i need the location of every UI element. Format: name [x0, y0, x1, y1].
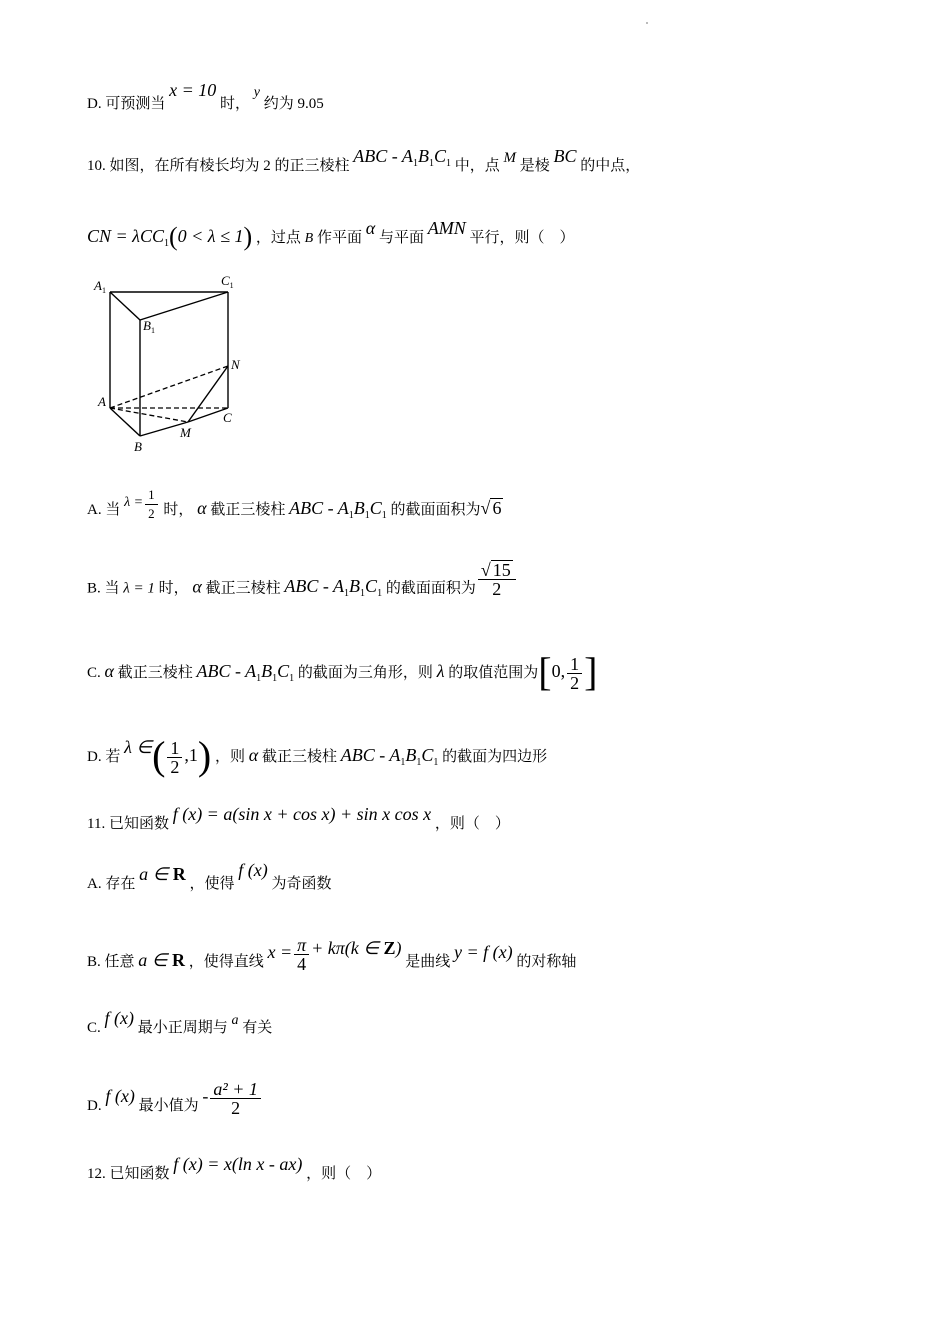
label-c1: $C_1$	[221, 273, 234, 290]
q11d-neg: -	[202, 1085, 209, 1106]
q11b-t3: 的对称轴	[516, 953, 577, 970]
q10-t2: 作平面	[316, 230, 362, 246]
q11a-t2: 为奇函数	[271, 876, 332, 892]
q11d-frac: $\frac{\text{a² + 1}}{2}$	[210, 1080, 261, 1117]
q10c-zero: 0,	[551, 660, 566, 681]
q10d-t1: ，则	[214, 748, 245, 765]
label-a: A	[98, 394, 106, 409]
label-b1: $B_1$	[143, 318, 155, 335]
q10c-t2: 截正三棱柱	[117, 664, 193, 681]
q10a-lambda: λ =	[124, 494, 144, 510]
label-m: M	[180, 425, 191, 440]
q12-function: f (x) = x(ln x - ax)	[173, 1154, 303, 1174]
q10d-t2: 截正三棱柱	[261, 748, 337, 765]
q10b-pre: B. 当	[87, 580, 120, 597]
label-n: N	[231, 357, 240, 372]
q10d-alpha: α	[248, 744, 259, 765]
q10d-lambda: λ ∈	[124, 736, 153, 757]
q10a-t3: 的截面面积为	[390, 501, 481, 518]
q10c-t4: 的取值范围为	[448, 664, 539, 681]
q10a-t1: 时，	[163, 501, 194, 518]
q12-stem	[87, 1154, 382, 1184]
q12-pre: 12. 已知函数	[87, 1166, 170, 1182]
prism-figure	[90, 272, 260, 462]
q10-option-c: C. α 截正三棱柱 ABC - $A_1B_1C_1$ 的截面为三角形，则 λ 的取值范围为[0, $\frac{1}{2}$ ]	[87, 648, 598, 694]
q11b-t1: ，使得直线	[188, 953, 264, 970]
q11-option-b	[87, 935, 577, 981]
q11-post: ，则（ ）	[434, 816, 510, 832]
q11-option-a	[87, 860, 332, 894]
q11d-pre: D.	[87, 1097, 102, 1114]
q11d-fx: f (x)	[105, 1085, 135, 1106]
q10-t3: 与平面	[378, 230, 424, 246]
q10b-frac: $\frac{√ 15}{2}$	[478, 560, 516, 598]
q11-pre: 11. 已知函数	[87, 816, 169, 832]
label-c: C	[223, 410, 232, 425]
q11c-t2: 有关	[242, 1020, 273, 1036]
q11c-a: a	[231, 1013, 239, 1028]
q10-stem-line1	[87, 146, 641, 182]
q11c-pre: C.	[87, 1020, 101, 1036]
q10b-alpha: α	[192, 576, 202, 597]
q10b-t3: 的截面面积为	[385, 580, 476, 597]
q11a-set: a ∈ R	[139, 864, 186, 884]
q11a-fx: f (x)	[238, 860, 268, 880]
q10c-alpha: α	[104, 660, 114, 681]
q9d-prefix: D. 可预测当	[87, 96, 166, 112]
q11a-pre: A. 存在	[87, 876, 136, 892]
q11b-curve: y = f (x)	[454, 941, 513, 962]
q11d-t1: 最小值为	[138, 1097, 199, 1114]
q10d-frac: $\frac{1}{2}$	[167, 739, 182, 776]
q10b-lambda: λ = 1	[123, 580, 155, 597]
q9d-suffix: 约为 9.05	[263, 96, 324, 112]
q10b-t2: 截正三棱柱	[205, 580, 281, 597]
q10-point-m: M	[503, 150, 516, 166]
q10d-one: ,1	[184, 744, 198, 765]
q10-option-d: D. 若 λ ∈( $\frac{1}{2}$ ,1) ，则 α 截正三棱柱 ABC - $A_1B_1C_1$ 的截面为四边形	[87, 732, 548, 778]
q9d-mid: 时，	[219, 96, 250, 112]
q12-post: ，则（ ）	[306, 1166, 382, 1182]
q9d-x-expr: x = 10	[169, 80, 217, 100]
q11-option-d	[87, 1079, 263, 1125]
q10c-frac: $\frac{1}{2}$	[567, 655, 582, 692]
q10-cond: CN = λCC$_1$	[87, 226, 169, 249]
q11b-t2: 是曲线	[405, 953, 451, 970]
q10-option-b	[87, 560, 518, 608]
q11c-fx: f (x)	[104, 1008, 134, 1028]
q9d-y-var: y	[253, 85, 260, 100]
q10-range: 0 < λ ≤ 1	[177, 226, 244, 246]
q9-option-d	[87, 80, 324, 115]
q10-stem-start: 10. 如图，在所有棱长均为 2 的正三棱柱	[87, 158, 350, 174]
label-a1: $A_1$	[94, 278, 106, 295]
q10c-pre: C.	[87, 664, 101, 681]
q10d-pre: D. 若	[87, 748, 121, 765]
q10c-prism: ABC - $A_1B_1C_1$	[196, 660, 295, 684]
q11a-t1: ，使得	[189, 876, 235, 892]
q11c-t1: 最小正周期与	[137, 1020, 228, 1036]
q10b-t1: 时，	[158, 580, 189, 597]
q10-plane-amn: AMN	[427, 218, 466, 238]
q10-stem-line2: CN = λCC$_1$(0 < λ ≤ 1) ，过点 B 作平面 α 与平面 AMN 平行，则（ ）	[87, 218, 575, 251]
q10a-pre: A. 当	[87, 501, 121, 518]
q10-stem-end: 的中点，	[580, 158, 641, 174]
q10c-t3: 的截面为三角形，则	[297, 664, 433, 681]
q11b-frac: $\frac{\pi}{4}$	[294, 936, 309, 973]
q10d-prism: ABC - $A_1B_1C_1$	[340, 744, 439, 768]
q11-option-c	[87, 1008, 273, 1039]
q10a-alpha: α	[197, 497, 207, 518]
q10-stem-mid1: 中，点	[454, 158, 500, 174]
q11b-x-eq: x =	[267, 941, 293, 962]
q10b-prism: ABC - $A_1B_1C_1$	[284, 576, 383, 600]
q11b-set: a ∈ R	[138, 949, 185, 970]
q10a-sqrt: 6	[492, 497, 502, 518]
q10d-t3: 的截面为四边形	[442, 748, 548, 765]
q10-option-a: A. 当 λ = $\frac{1}{2}$ 时， α 截正三棱柱 ABC - $A_1B_1C_1$ 的截面面积为√ 6	[87, 487, 502, 521]
q10a-t2: 截正三棱柱	[210, 501, 286, 518]
q10-point-b: B	[304, 231, 314, 246]
q10a-frac: $\frac{1}{2}$	[145, 486, 158, 523]
scan-dot	[646, 22, 648, 24]
q10-alpha: α	[365, 218, 376, 238]
q11b-kpi: + kπ(k ∈ Z)	[311, 937, 402, 958]
q10-t4: 平行，则（ ）	[469, 230, 575, 246]
label-b: B	[134, 439, 142, 454]
q11-stem	[87, 804, 510, 834]
q10a-prism: ABC - $A_1B_1C_1$	[289, 497, 387, 521]
q11-function: f (x) = a(sin x + cos x) + sin x cos x	[172, 804, 432, 824]
q10c-lambda: λ	[436, 660, 445, 681]
q11b-pre: B. 任意	[87, 953, 135, 970]
q10-prism-label: ABC - $A_1B_1C_1$	[353, 146, 451, 169]
q10-stem-mid2: 是棱	[519, 158, 550, 174]
q10-edge-bc: BC	[553, 146, 577, 166]
q10-t1: ，过点	[255, 230, 301, 246]
